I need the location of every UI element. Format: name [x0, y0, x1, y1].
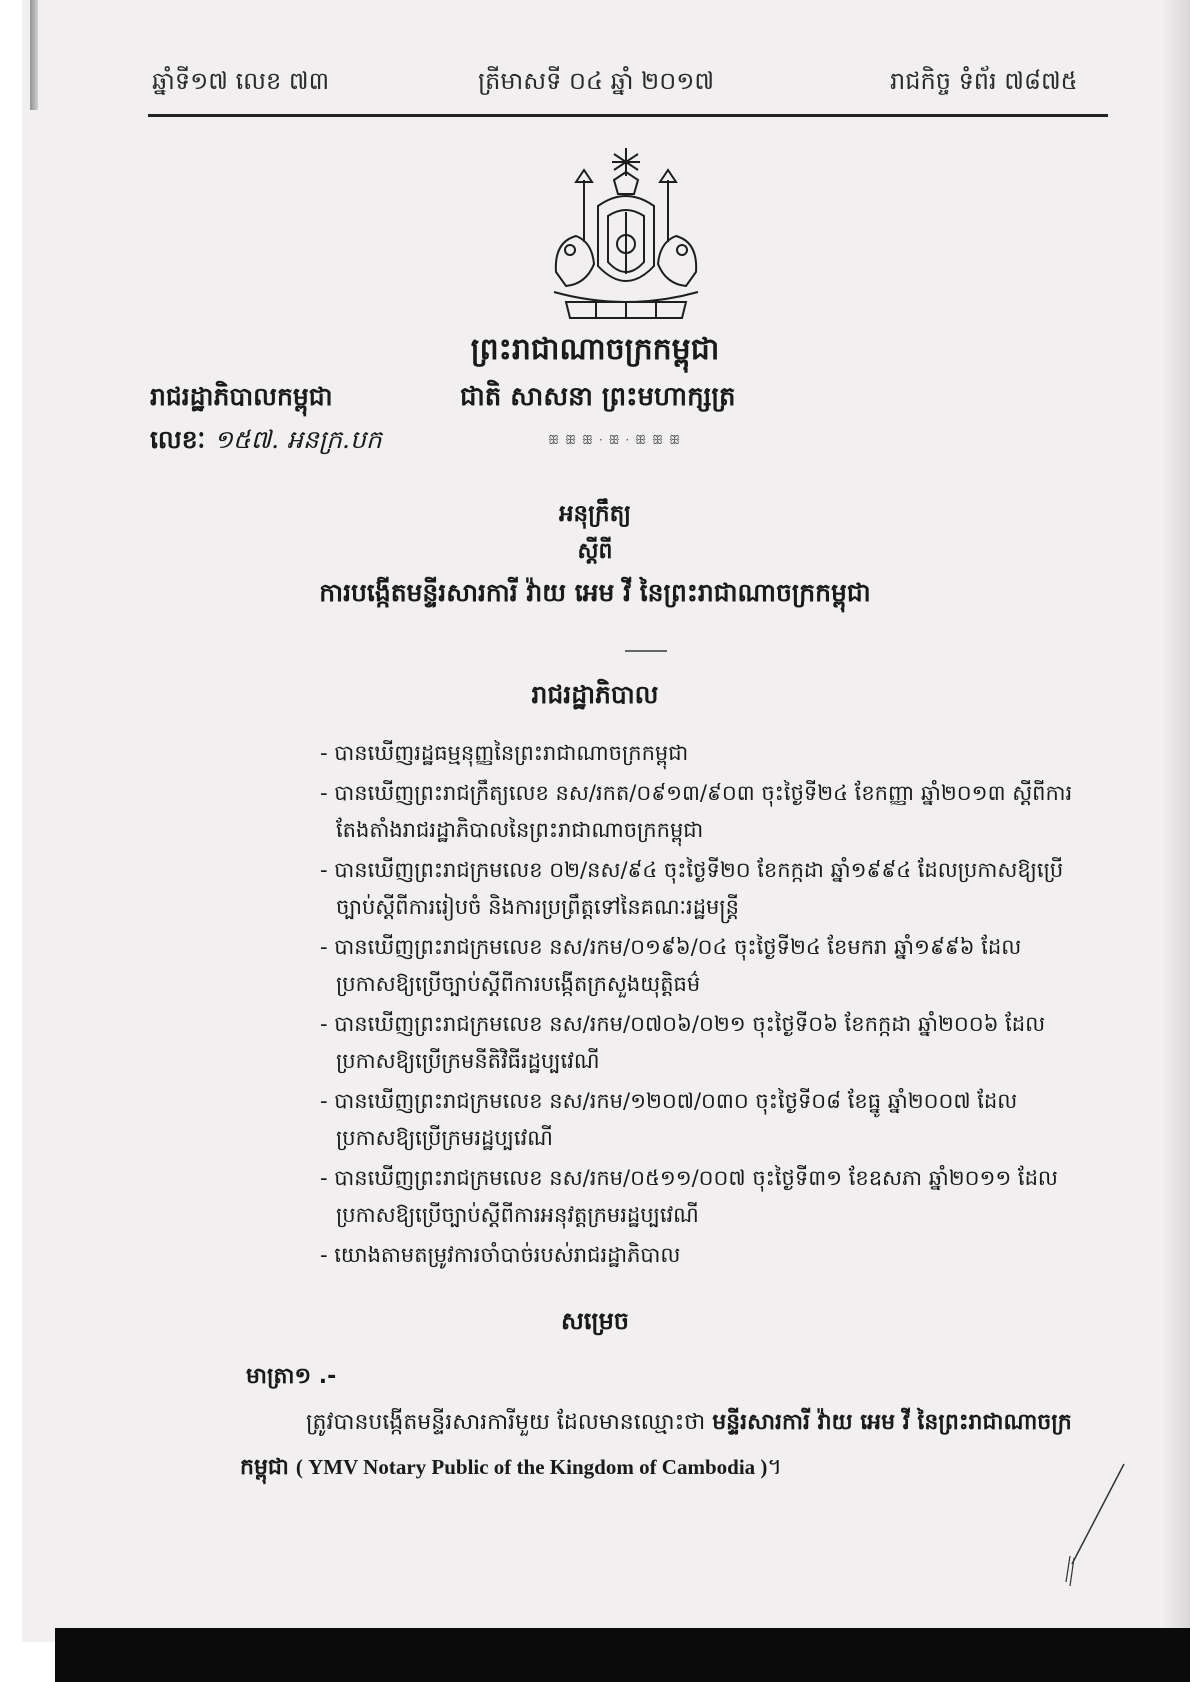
- notary-name-english: ( YMV Notary Public of the Kingdom of Cambodia ): [295, 1455, 768, 1479]
- gazette-page-number: រាជកិច្ច ទំព័រ ៧៨៧៥: [890, 67, 1078, 95]
- consideration-item: - យោងតាមតម្រូវការចាំបាច់របស់រាជរដ្ឋាភិបាល: [320, 1243, 681, 1267]
- gazette-quarter: ត្រីមាសទី ០៤ ឆ្នាំ ២០១៧: [478, 67, 715, 95]
- document-type: អនុក្រឹត្យ: [558, 501, 632, 527]
- reference-number-line: [150, 425, 382, 461]
- about-label: ស្តីពី: [577, 539, 613, 564]
- reference-number-handwritten: ១៥៧. អនក្រ.បក: [213, 425, 382, 454]
- decision-heading: សម្រេច: [560, 1307, 630, 1335]
- scan-edge-mark: [30, 0, 38, 110]
- page-edge-shadow: [1162, 0, 1190, 1642]
- article-1-label: មាត្រា១ .-: [246, 1364, 337, 1389]
- consideration-item: - បានឃើញព្រះរាជក្រមលេខ នស/រកម/១២០៧/០៣០ ចុះថ្ងៃទី០៨ ខែធ្នូ ឆ្នាំ២០០៧ ដែលប្រកាសឱ្យប្រើក្រមរដ្ឋប្បវេណី: [320, 1089, 1018, 1150]
- kingdom-name: ព្រះរាជាណាចក្រកម្ពុជា: [470, 332, 720, 367]
- initial-signature-mark: [1060, 1460, 1130, 1590]
- considerations-list: [320, 735, 1080, 1277]
- consideration-item: - បានឃើញព្រះរាជក្រមលេខ នស/រកម/០១៩៦/០៤ ចុះថ្ងៃទី២៤ ខែមករា ឆ្នាំ១៩៩៦ ដែលប្រកាសឱ្យប្រើច្បាប់ស្តីពីការបង្កើតក្រសួងយុត្តិធម៌: [320, 935, 1022, 996]
- article-1-end-mark: ។: [767, 1455, 782, 1480]
- consideration-item: - បានឃើញព្រះរាជក្រមលេខ នស/រកម/០៧០៦/០២១ ចុះថ្ងៃទី០៦ ខែកក្កដា ឆ្នាំ២០០៦ ដែលប្រកាសឱ្យប្រើក្រមនីតិវិធីរដ្ឋប្បវេណី: [320, 1012, 1046, 1073]
- consideration-item: - បានឃើញព្រះរាជក្រឹត្យលេខ នស/រកត/០៩១៣/៩០៣ ចុះថ្ងៃទី២៤ ខែកញ្ញា ឆ្នាំ២០១៣ ស្តីពីការតែងតាំងរាជរដ្ឋាភិបាលនៃព្រះរាជាណាចក្រកម្ពុជា: [320, 781, 1073, 842]
- notary-name-khmer: មន្ទីរសារការី វ៉ាយ អេម វី នៃព្រះរាជាណាចក្រកម្ពុជា: [240, 1410, 1072, 1480]
- consideration-item: - បានឃើញរដ្ឋធម្មនុញ្ញនៃព្រះរាជាណាចក្រកម្ពុជា: [320, 741, 689, 765]
- issuing-authority: រាជរដ្ឋាភិបាល: [531, 680, 659, 709]
- article-1-text: [240, 1400, 1080, 1490]
- decorative-divider: ꕥ ꕥ ꕥ · ꕥ · ꕥ ꕥ ꕥ: [548, 433, 682, 447]
- consideration-item: - បានឃើញព្រះរាជក្រមលេខ ០២/នស/៩៤ ចុះថ្ងៃទី២០ ខែកក្កដា ឆ្នាំ១៩៩៤ ដែលប្រកាសឱ្យប្រើច្បាប់ស្តីពីការរៀបចំ និងការប្រព្រឹត្តទៅនៃគណៈរដ្ឋមន្ត្រី: [320, 858, 1064, 919]
- national-motto: ជាតិ សាសនា ព្រះមហាក្សត្រ: [460, 382, 736, 412]
- scan-bottom-border: [55, 1628, 1190, 1682]
- reference-label: លេខៈ: [150, 425, 206, 454]
- article-1-prefix: ត្រូវបានបង្កើតមន្ទីរសារការីមួយ ដែលមានឈ្មោះថា: [306, 1410, 706, 1435]
- gazette-year-issue: ឆ្នាំទី១៧ លេខ ៧៣: [152, 67, 330, 95]
- consideration-item: - បានឃើញព្រះរាជក្រមលេខ នស/រកម/០៥១១/០០៧ ចុះថ្ងៃទី៣១ ខែឧសភា ឆ្នាំ២០១១ ដែលប្រកាសឱ្យប្រើច្បាប់ស្តីពីការអនុវត្តក្រមរដ្ឋប្បវេណី: [320, 1166, 1058, 1227]
- header-rule: [148, 114, 1108, 117]
- royal-coat-of-arms-icon: [536, 146, 716, 326]
- issuing-government: រាជរដ្ឋាភិបាលកម្ពុជា: [150, 382, 333, 411]
- document-subject: ការបង្កើតមន្ទីរសារការី វ៉ាយ អេម វី នៃព្រះរាជាណាចក្រកម្ពុជា: [319, 578, 871, 607]
- section-separator: [625, 650, 667, 652]
